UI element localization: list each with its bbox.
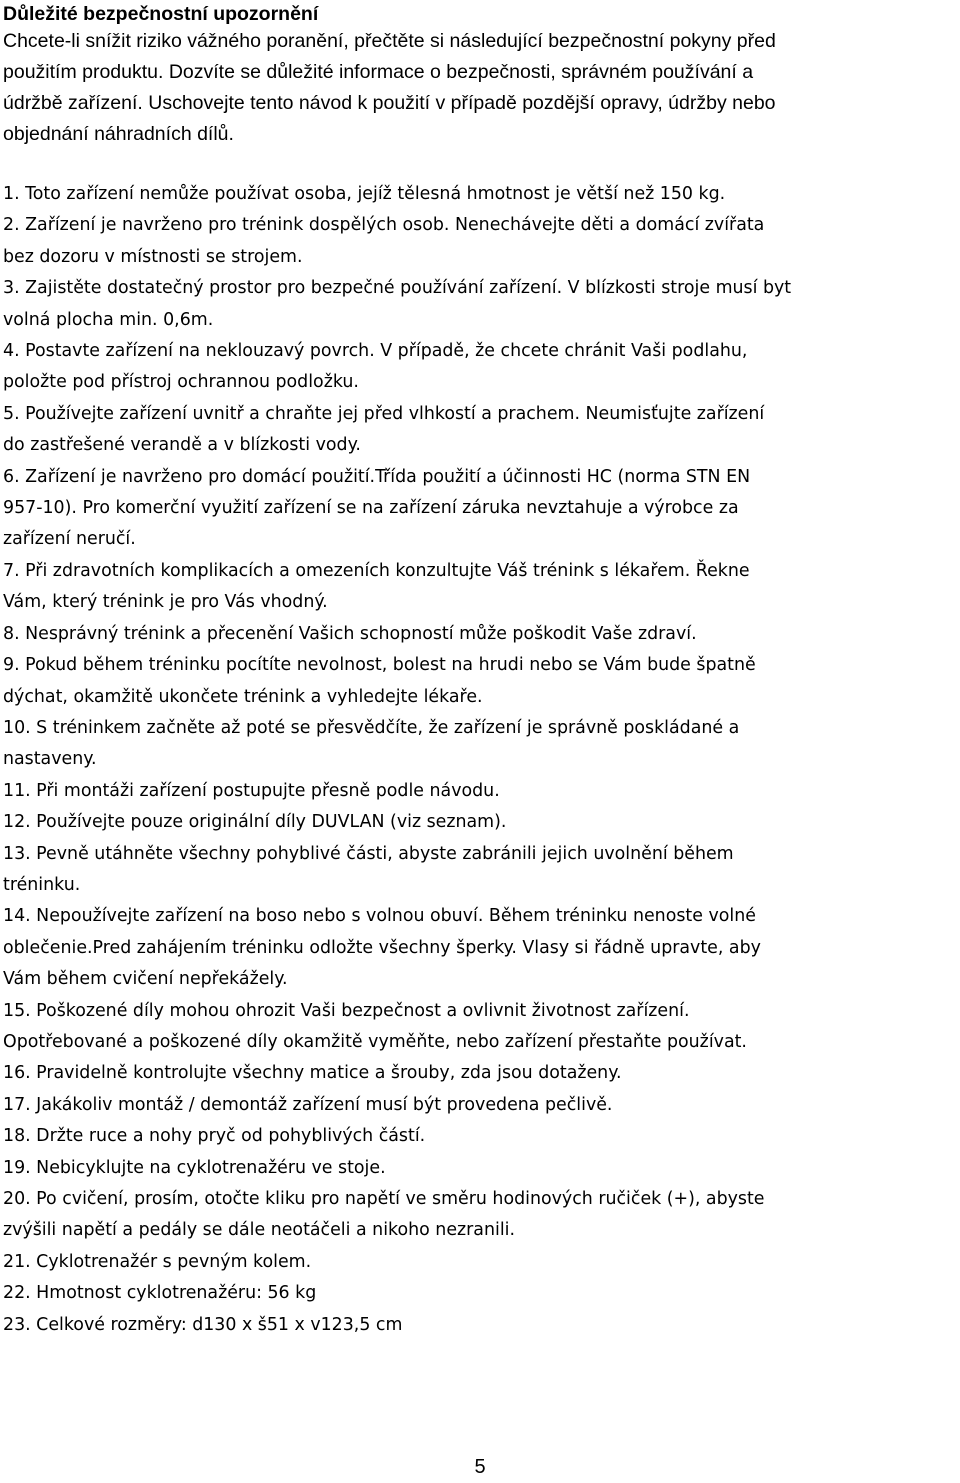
list-item-line: zvýšili napětí a pedály se dále neotáčeli a nikoho nezranili. <box>3 1220 516 1241</box>
page-number: 5 <box>474 1456 486 1478</box>
list-item-line: 5. Používejte zařízení uvnitř a chraňte jej před vlhkostí a prachem. Neumisťujte zařízení <box>3 403 765 424</box>
list-item <box>3 776 953 807</box>
list-item <box>3 1090 953 1121</box>
intro-line: použitím produktu. Dozvíte se důležité informace o bezpečnosti, správném používání a <box>3 61 754 83</box>
list-item-line: do zastřešené verandě a v blízkosti vody. <box>3 435 361 456</box>
intro-line: objednání náhradních dílů. <box>3 123 234 145</box>
list-item <box>3 650 953 713</box>
list-item-line: 17. Jakákoliv montáž / demontáž zařízení musí být provedena pečlivě. <box>3 1094 613 1115</box>
list-item-line: 21. Cyklotrenažér s pevným kolem. <box>3 1251 312 1272</box>
list-item <box>3 179 953 210</box>
list-item-line: 23. Celkové rozměry: d130 x š51 x v123,5 cm <box>3 1314 403 1335</box>
list-item-line: 957-10). Pro komerční využití zařízení se na zařízení záruka nevztahuje a výrobce za <box>3 498 739 519</box>
list-item <box>3 210 953 273</box>
list-item <box>3 901 953 995</box>
list-item <box>3 399 953 462</box>
list-item-line: 1. Toto zařízení nemůže používat osoba, jejíž tělesná hmotnost je větší než 150 kg. <box>3 184 726 204</box>
list-item-line: Vám během cvičení nepřekážely. <box>3 969 288 990</box>
list-item <box>3 1310 953 1341</box>
list-item-line: 4. Postavte zařízení na neklouzavý povrch. V případě, že chcete chránit Vaši podlahu, <box>3 341 748 362</box>
list-item <box>3 713 953 776</box>
list-item-line: Opotřebované a poškozené díly okamžitě vyměňte, nebo zařízení přestaňte používat. <box>3 1031 747 1052</box>
list-item <box>3 839 953 902</box>
list-item <box>3 1058 953 1089</box>
list-item-line: 18. Držte ruce a nohy pryč od pohyblivých částí. <box>3 1126 426 1147</box>
list-item <box>3 619 953 650</box>
document-page <box>3 0 953 1341</box>
page-title: Důležité bezpečnostní upozornění <box>3 3 319 25</box>
list-item-line: 19. Nebicyklujte na cyklotrenažéru ve stoje. <box>3 1157 386 1178</box>
list-item-line: 12. Používejte pouze originální díly DUVLAN (viz seznam). <box>3 812 507 833</box>
list-item <box>3 273 953 336</box>
list-item-line: 2. Zařízení je navrženo pro trénink dospělých osob. Nenechávejte děti a domácí zvířata <box>3 215 765 236</box>
intro-line: Chcete-li snížit riziko vážného poranění, přečtěte si následující bezpečnostní pokyny před <box>3 30 776 52</box>
list-item-line: 13. Pevně utáhněte všechny pohyblivé části, abyste zabránili jejich uvolnění během <box>3 843 734 864</box>
list-item-line: 14. Nepoužívejte zařízení na boso nebo s volnou obuví. Během tréninku nenoste volné <box>3 906 756 927</box>
list-item-line: položte pod přístroj ochrannou podložku. <box>3 372 359 393</box>
list-item <box>3 807 953 838</box>
list-item-line: volná plocha min. 0,6m. <box>3 309 214 330</box>
list-item-line: 10. S tréninkem začněte až poté se přesvědčíte, že zařízení je správně poskládané a <box>3 717 740 738</box>
list-item-line: 9. Pokud během tréninku pocítíte nevolnost, bolest na hrudi nebo se Vám bude špatně <box>3 655 756 676</box>
list-item-line: 7. Při zdravotních komplikacích a omezeních konzultujte Váš trénink s lékařem. Řekne <box>3 560 750 581</box>
list-item <box>3 1278 953 1309</box>
list-item-line: 8. Nesprávný trénink a přecenění Vašich schopností může poškodit Vaše zdraví. <box>3 623 697 644</box>
list-item-line: 6. Zařízení je navrženo pro domácí použití.Třída použití a účinnosti HC (norma STN EN <box>3 466 751 487</box>
list-item-line: 15. Poškozené díly mohou ohrozit Vaši bezpečnost a ovlivnit životnost zařízení. <box>3 1000 690 1021</box>
list-item-line: Vám, který trénink je pro Vás vhodný. <box>3 592 328 613</box>
list-item-line: nastaveny. <box>3 749 97 770</box>
list-item-line: zařízení neručí. <box>3 529 136 550</box>
list-item <box>3 462 953 556</box>
list-item <box>3 336 953 399</box>
list-item-line: dýchat, okamžitě ukončete trénink a vyhledejte lékaře. <box>3 686 483 707</box>
intro-line: údržbě zařízení. Uschovejte tento návod k použití v případě pozdější opravy, údržby nebo <box>3 92 776 114</box>
list-item <box>3 1153 953 1184</box>
list-item-line: 16. Pravidelně kontrolujte všechny matice a šrouby, zda jsou dotaženy. <box>3 1063 622 1084</box>
list-item <box>3 556 953 619</box>
list-item <box>3 996 953 1059</box>
list-item-line: tréninku. <box>3 874 81 895</box>
safety-instructions-list <box>3 179 953 1341</box>
list-item <box>3 1247 953 1278</box>
list-item-line: 22. Hmotnost cyklotrenažéru: 56 kg <box>3 1283 317 1304</box>
intro-paragraph <box>3 26 953 150</box>
list-item-line: 3. Zajistěte dostatečný prostor pro bezpečné používání zařízení. V blízkosti stroje musí byt <box>3 278 792 299</box>
list-item <box>3 1121 953 1152</box>
list-item-line: 11. Při montáži zařízení postupujte přesně podle návodu. <box>3 780 500 801</box>
list-item-line: oblečenie.Pred zahájením tréninku odložte všechny šperky. Vlasy si řádně upravte, aby <box>3 937 761 958</box>
list-item-line: bez dozoru v místnosti se strojem. <box>3 246 303 267</box>
list-item <box>3 1184 953 1247</box>
list-item-line: 20. Po cvičení, prosím, otočte kliku pro napětí ve směru hodinových ručiček (+), abyste <box>3 1189 765 1209</box>
